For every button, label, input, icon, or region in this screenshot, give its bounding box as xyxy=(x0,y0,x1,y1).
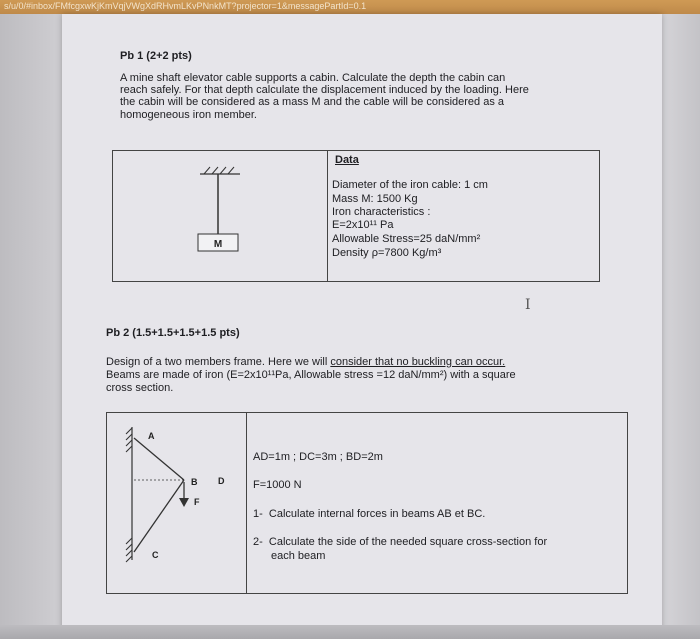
force-arrow-icon xyxy=(179,498,189,507)
pb1-title: Pb 1 (2+2 pts) xyxy=(120,50,192,62)
pb2-line-1 xyxy=(106,356,505,369)
pb2-task-1 xyxy=(253,508,485,521)
pb1-table-divider xyxy=(327,150,328,282)
right-background xyxy=(662,14,700,639)
pb2-force: F=1000 N xyxy=(253,479,302,491)
mass-label: M xyxy=(213,239,223,250)
pb2-line-2: Beams are made of iron (E=2x10¹¹Pa, Allowable stress =12 daN/mm²) with a square xyxy=(106,369,516,381)
label-b: B xyxy=(191,477,198,487)
beam-bc xyxy=(134,480,184,552)
pb2-line-1-underlined: consider that no buckling can occur. xyxy=(330,356,506,368)
left-background xyxy=(0,14,62,639)
beam-ab xyxy=(134,438,184,480)
pb2-frame-figure xyxy=(106,412,246,594)
data-line-mass: Mass M: 1500 Kg xyxy=(332,193,418,205)
pb2-line-3: cross section. xyxy=(106,382,174,394)
label-d: D xyxy=(218,476,225,486)
pb1-elevator-figure xyxy=(112,150,327,282)
data-line-e: E=2x10¹¹ Pa xyxy=(332,219,394,231)
data-title: Data xyxy=(335,154,359,166)
data-line-iron: Iron characteristics : xyxy=(332,206,431,218)
browser-url-bar[interactable]: s/u/0/#inbox/FMfcgxwKjKmVqjVWgXdRHvmLKvPNnkMT?projector=1&messagePartId=0.1 xyxy=(0,0,700,14)
pb1-line-1: A mine shaft elevator cable supports a cabin. Calculate the depth the cabin can xyxy=(120,72,506,84)
pb2-task-1-text: Calculate internal forces in beams AB et BC. xyxy=(268,508,486,520)
pb2-task-2 xyxy=(253,536,547,549)
pb2-task-2-text: Calculate the side of the needed square cross-section for xyxy=(268,536,548,548)
pb2-task-2-num: 2- xyxy=(253,536,263,548)
pb2-table-divider xyxy=(246,412,247,594)
pb2-task-2-cont: each beam xyxy=(271,550,326,562)
data-line-density: Density ρ=7800 Kg/m³ xyxy=(332,247,442,259)
pb1-line-2: reach safely. For that depth calculate the displacement induced by the loading. Here xyxy=(120,84,529,96)
pb2-title: Pb 2 (1.5+1.5+1.5+1.5 pts) xyxy=(106,327,240,339)
document-page xyxy=(62,14,662,639)
label-c: C xyxy=(152,550,159,560)
pb2-line-1-prefix: Design of a two members frame. Here we will xyxy=(106,356,331,368)
pb1-line-3: the cabin will be considered as a mass M and the cable will be considered as a xyxy=(120,96,504,108)
text-cursor-icon: I xyxy=(525,297,531,313)
data-line-diameter: Diameter of the iron cable: 1 cm xyxy=(332,179,488,191)
pb2-dimensions: AD=1m ; DC=3m ; BD=2m xyxy=(253,451,383,463)
label-f: F xyxy=(194,497,200,507)
pb1-line-4: homogeneous iron member. xyxy=(120,109,257,121)
data-line-stress: Allowable Stress=25 daN/mm² xyxy=(332,233,481,245)
pb2-task-1-num: 1- xyxy=(253,508,263,520)
label-a: A xyxy=(148,431,155,441)
bottom-background xyxy=(0,625,700,639)
